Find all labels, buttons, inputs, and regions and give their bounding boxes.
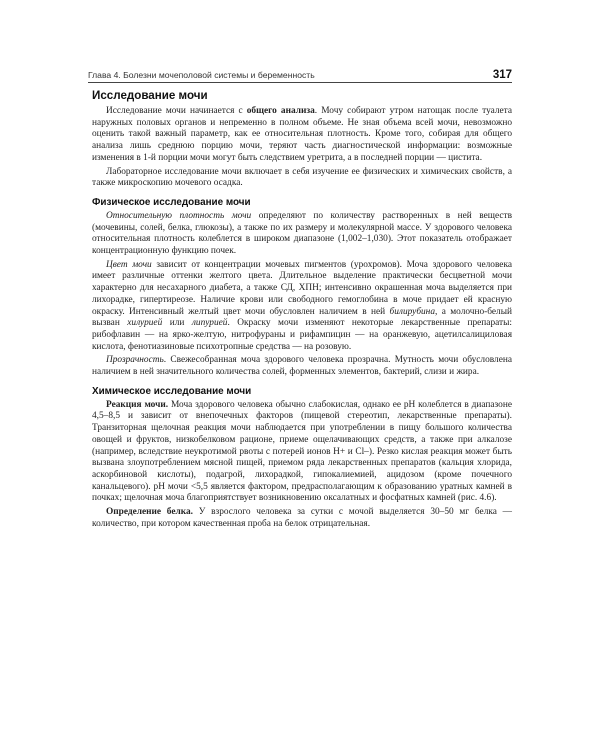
page-number: 317	[492, 69, 512, 81]
text-run: Моча здорового человека обычно слабокислая, однако ее pH колеблется в диапазоне 4,5–8,5 и зависит от внепочечных факторов (пищевой стереотип, лекарственные препараты). Транзиторная щелочная реакция мочи наблюдается при употреблении в пищу большого количества овощей и фруктов, низкобелковом рационе, приеме ощелачивающих средств, а также при алкалозе (например, вследствие неукротимой рвоты с потерей ионов H+ и Cl–). Резко кислая реакция может быть вызвана злоупотреблением мясной пищей, приемом ряда лекарственных препаратов (кальция хлорида, аскорбиновой кислоты), подагрой, лихорадкой, гипокалиемией, ацидозом (кроме почечного канальцевого). pH мочи <5,5 является фактором, предрасполагающим к образованию уратных камней в почках; щелочная моча благоприятствует возникновению оксалатных и фосфатных камней (рис. 4.6).	[92, 399, 512, 504]
paragraph-reaction	[92, 400, 512, 505]
text-run: зависит от концентрации мочевых пигментов (урохромов). Моча здорового человека имеет различные оттенки желтого цвета. Длительное выделение практически бесцветной мочи характерно для несахарного диабета, а также СД, ХПН; интенсивно окрашенная моча выделяется при лихорадке, гипертиреозе. Наличие крови или свободного гемоглобина в моче придает ей красную окраску. Интенсивный желтый цвет мочи обусловлен наличием в ней	[92, 259, 512, 317]
page-content	[92, 89, 512, 531]
section-title-urine-exam: Исследование мочи	[92, 89, 208, 102]
term-general-analysis: общего анализа	[246, 106, 315, 116]
section-title-physical: Физическое исследование мочи	[92, 196, 251, 208]
term-chyluria: хилурией	[127, 318, 163, 329]
text-run: , а молочно-белый вызван	[92, 306, 512, 329]
text-run: Исследование мочи начинается с	[106, 106, 247, 116]
running-header	[88, 66, 512, 83]
text-run: . Мочу собирают утром натощак после туалета наружных половых органов и непременно в полном объеме. Не зная объема всей мочи, невозможно оценить такой важный параметр, как ее относительная плотность. Кроме того, собирая для общего анализа лишь среднюю порцию мочи, теряют часть диагностической информации: возможные изменения в 1-й порции мочи могут быть следствием уретрита, а в последней порции — цистита.	[92, 106, 513, 163]
text-run: или	[162, 318, 192, 329]
term-reaction: Реакция мочи.	[106, 399, 169, 410]
term-density: Относительную плотность мочи	[106, 210, 252, 221]
term-bilirubin: билирубина	[389, 306, 435, 317]
text-run: У взрослого человека за сутки с мочой выделяется 30–50 мг белка — количество, при котором качественная проба на белок отрицательная.	[92, 507, 512, 529]
paragraph-transparency	[92, 355, 512, 378]
paragraph-color	[92, 260, 512, 354]
running-title: Глава 4. Болезни мочеполовой системы и беременность	[88, 70, 315, 80]
text-run: определяют по количеству растворенных в ней веществ (мочевины, солей, белка, глюкозы), а также по их размеру и молекулярной массе. У здорового человека относительная плотность колеблется в широком диапазоне (1,002–1,030). Этот показатель отображает концентрационную функцию почек.	[92, 210, 512, 257]
text-run: . Свежесобранная моча здорового человека прозрачна. Мутность мочи обусловлена наличием в ней значительного количества солей, форменных элементов, бактерий, слизи и жира.	[92, 355, 512, 378]
paragraph-general-analysis	[92, 106, 512, 165]
paragraph-density	[92, 211, 512, 258]
text-run: . Окраску мочи изменяют некоторые лекарственные препараты: рибофлавин — на ярко-желтую, нитрофураны и рифампицин — на оранжевую, ацетилсалициловая кислота, фенотиазиновые психотропные средства — на розовую.	[92, 318, 512, 352]
term-protein: Определение белка.	[106, 507, 193, 518]
section-title-chemical: Химическое исследование мочи	[92, 385, 252, 397]
paragraph-protein	[92, 507, 512, 530]
term-lipuria: липурией	[191, 318, 228, 329]
term-color: Цвет мочи	[106, 259, 152, 270]
term-transparency: Прозрачность	[106, 355, 164, 366]
paragraph-lab-exam: Лабораторное исследование мочи включает в себя изучение ее физических и химических свойств, а также микроскопию мочевого осадка.	[92, 166, 512, 189]
